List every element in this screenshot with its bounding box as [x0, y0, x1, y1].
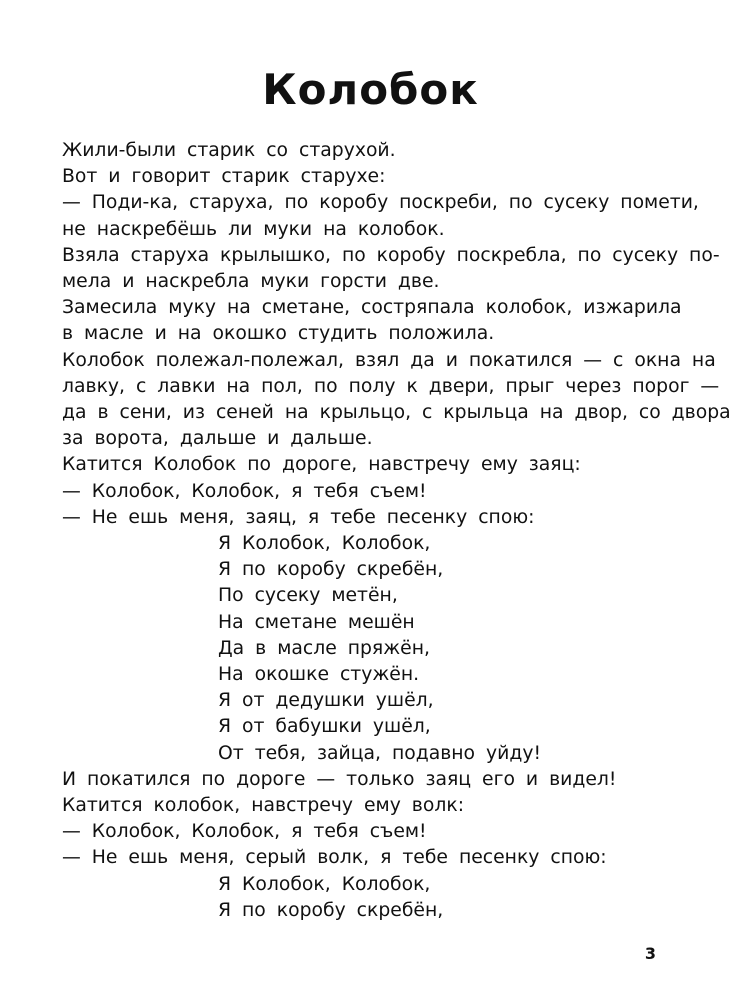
story-text: [62, 138, 731, 924]
text-line: И покатился по дороге — только заяц его и видел!: [62, 768, 617, 790]
text-line: мела и наскребла муки горсти две.: [62, 271, 440, 293]
paragraph: [62, 348, 731, 453]
verse-line: На сметане мешён: [218, 611, 415, 633]
paragraph: [62, 138, 669, 164]
text-line: да в сени, из сеней на крыльцо, с крыльца на двор, со двора: [62, 402, 731, 424]
paragraph: [62, 767, 669, 793]
text-line: за ворота, дальше и дальше.: [62, 428, 373, 450]
paragraph: [62, 164, 669, 190]
text-line: не наскребёшь ли муки на колобок.: [62, 218, 445, 240]
paragraph: [62, 505, 669, 531]
text-line: — Поди-ка, старуха, по коробу поскреби, по сусеку помети,: [62, 192, 699, 214]
text-line: Колобок полежал-полежал, взял да и покатился — с окна на: [62, 349, 716, 371]
verse-line: Я от дедушки ушёл,: [218, 690, 434, 712]
song-verse: [62, 531, 669, 767]
paragraph: [62, 479, 669, 505]
verse-line: Да в масле пряжён,: [218, 637, 430, 659]
verse-line: Я Колобок, Колобок,: [218, 873, 431, 895]
text-line: Жили-были старик со старухой.: [62, 140, 396, 161]
text-line: — Не ешь меня, заяц, я тебе песенку спою:: [62, 506, 535, 528]
text-line: — Колобок, Колобок, я тебя съем!: [62, 480, 427, 502]
paragraph: [62, 243, 720, 295]
text-line: Вот и говорит старик старухе:: [62, 166, 386, 188]
page-title: Колобок: [262, 65, 479, 114]
song-verse: [62, 872, 669, 924]
paragraph: [62, 819, 669, 845]
text-line: — Не ешь меня, серый волк, я тебе песенку спою:: [62, 847, 607, 869]
paragraph: [62, 845, 669, 871]
verse-line: По сусеку метён,: [218, 585, 398, 607]
text-line: лавку, с лавки на пол, по полу к двери, прыг через порог —: [62, 375, 720, 397]
paragraph: [62, 190, 699, 242]
page-number: 3: [644, 944, 656, 963]
paragraph: [62, 452, 669, 478]
paragraph: [62, 793, 669, 819]
text-line: Катится Колобок по дороге, навстречу ему заяц:: [62, 454, 581, 476]
verse-line: Я Колобок, Колобок,: [218, 533, 431, 555]
text-line: Взяла старуха крылышко, по коробу поскребла, по сусеку по-: [62, 244, 720, 266]
verse-line: Я от бабушки ушёл,: [218, 716, 431, 738]
text-line: в масле и на окошко студить положила.: [62, 323, 495, 345]
paragraph: [62, 295, 682, 347]
verse-line: Я по коробу скребён,: [218, 559, 444, 581]
text-line: Катится колобок, навстречу ему волк:: [62, 795, 465, 817]
text-line: Замесила муку на сметане, состряпала колобок, изжарила: [62, 297, 682, 319]
verse-line: Я по коробу скребён,: [218, 899, 444, 921]
verse-line: От тебя, зайца, подавно уйду!: [218, 742, 541, 764]
verse-line: На окошке стужён.: [218, 664, 420, 686]
text-line: — Колобок, Колобок, я тебя съем!: [62, 821, 427, 843]
